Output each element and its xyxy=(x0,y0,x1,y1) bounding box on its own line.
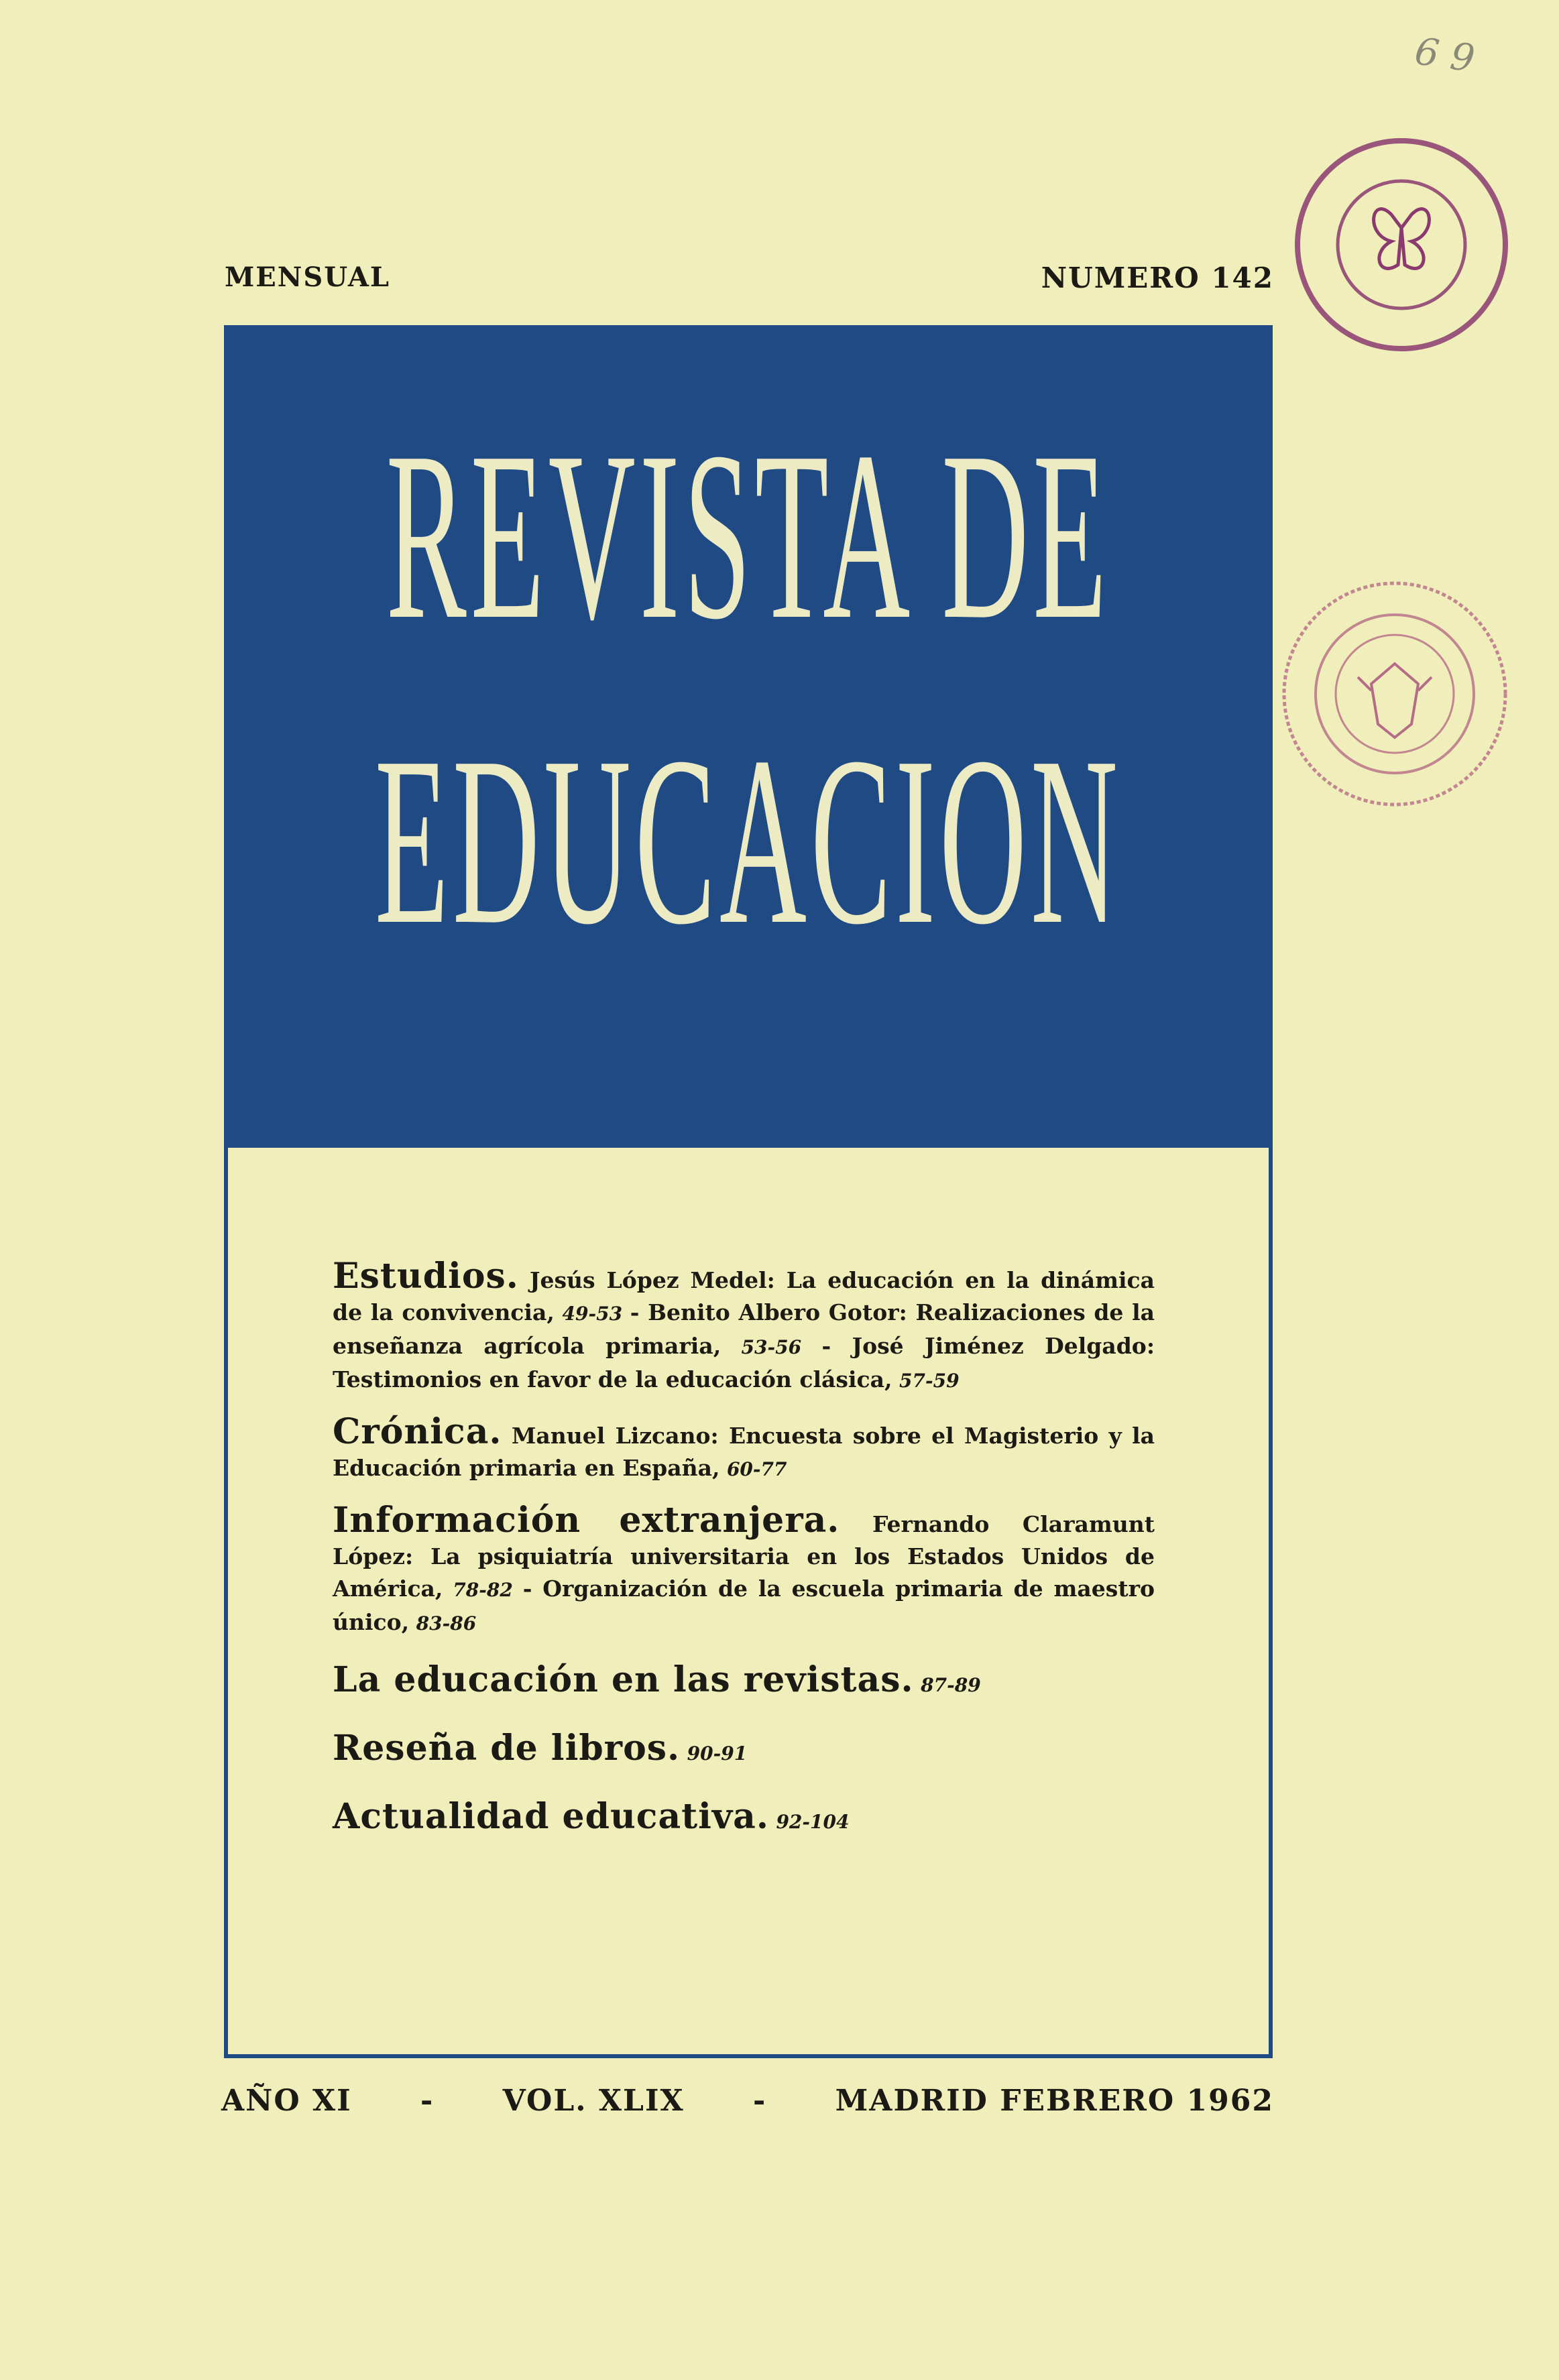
volume-label: VOL. XLIX xyxy=(502,2084,685,2118)
place-date-label: MADRID FEBRERO 1962 xyxy=(835,2084,1274,2118)
toc-entry-informacion-extranjera: Información extranjera. Fernando Claramunt López: La psiquiatría universitaria en los Estados Unidos de América, 78-82 - Organización de la escuela primaria de maestro único, 83-86 xyxy=(333,1500,1155,1635)
toc-entry-estudios: Estudios. Jesús López Medel: La educación en la dinámica de la convivencia, 49-53 - Benito Albero Gotor: Realizaciones de la enseñanza agrícola primaria, 53-56 - José Jiménez Delgado: Testimonios en favor de la educación clásica, 57-59 xyxy=(333,1256,1155,1392)
toc-entry-cronica: Crónica. Manuel Lizcano: Encuesta sobre el Magisterio y la Educación primaria en España, 60-77 xyxy=(333,1411,1155,1481)
toc-entry-revistas xyxy=(333,1659,1155,1707)
section-title: Estudios. xyxy=(333,1256,519,1297)
section-title: Actualidad educativa. xyxy=(333,1796,769,1837)
page-range: 87-89 xyxy=(921,1674,981,1696)
masthead-line-2: EDUCACION xyxy=(375,707,1122,974)
table-of-contents xyxy=(333,1256,1155,1864)
masthead-line-1: REVISTA DE xyxy=(386,402,1111,669)
page-range: 49-53 xyxy=(562,1303,623,1325)
page-range: 53-56 xyxy=(741,1336,802,1358)
handwritten-mark: 6 9 xyxy=(1411,29,1478,81)
separator: - xyxy=(420,2084,435,2118)
page-range: 57-59 xyxy=(899,1370,960,1392)
toc-entry-resena-libros xyxy=(333,1727,1155,1775)
year-label: AÑO XI xyxy=(221,2084,352,2118)
separator: - xyxy=(753,2084,767,2118)
issue-number: NUMERO 142 xyxy=(1041,261,1274,294)
frequency-label: MENSUAL xyxy=(225,261,391,293)
page-range: 92-104 xyxy=(776,1811,850,1833)
page-range: 90-91 xyxy=(687,1742,748,1765)
toc-entry-actualidad xyxy=(333,1795,1155,1844)
page-range: 83-86 xyxy=(416,1612,477,1634)
section-title: Reseña de libros. xyxy=(333,1728,681,1769)
section-title: La educación en las revistas. xyxy=(333,1659,914,1700)
masthead-band xyxy=(224,325,1273,1148)
library-stamp-middle xyxy=(1277,577,1512,811)
page-range: 60-77 xyxy=(726,1458,787,1480)
library-stamp-top xyxy=(1291,134,1512,355)
page-range: 78-82 xyxy=(453,1579,513,1601)
issue-footer xyxy=(221,2084,1274,2118)
section-title: Crónica. xyxy=(333,1411,502,1452)
section-title: Información extranjera. xyxy=(333,1500,840,1541)
